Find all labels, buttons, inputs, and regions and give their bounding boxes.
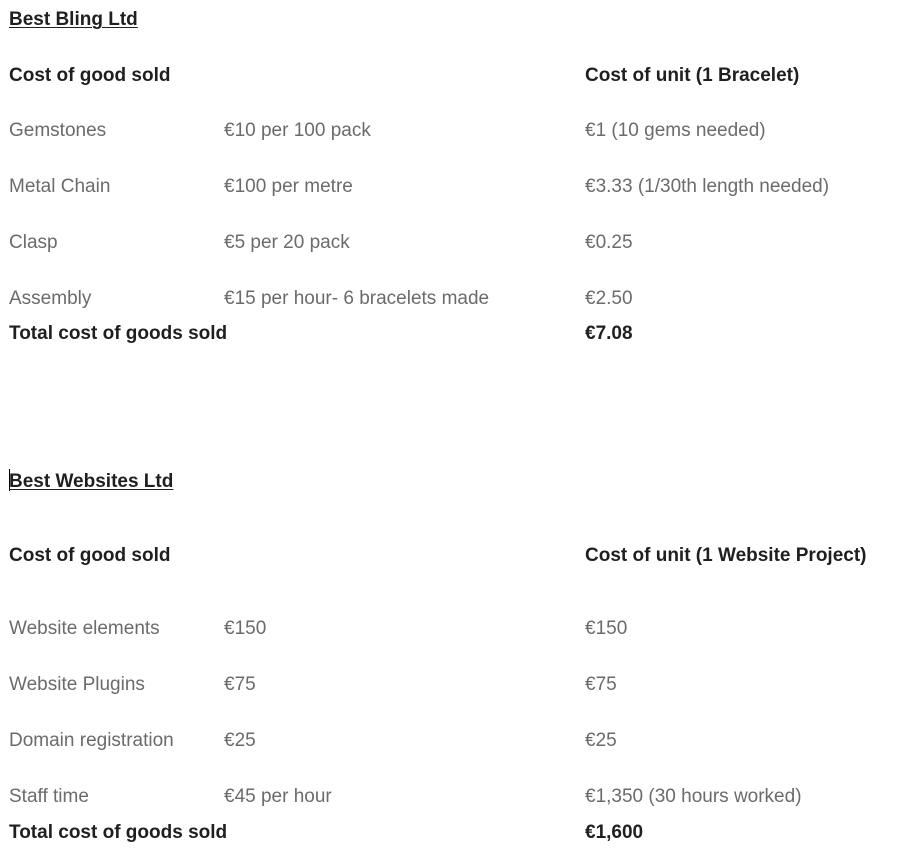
- total-value: €7.08: [585, 323, 633, 344]
- item-unit-cost: €25: [585, 730, 617, 751]
- item-unit-cost: €2.50: [585, 288, 633, 309]
- item-name: Domain registration: [9, 730, 174, 751]
- item-name: Clasp: [9, 232, 58, 253]
- item-unit-cost: €0.25: [585, 232, 633, 253]
- column-header-unit-cost: Cost of unit (1 Website Project): [585, 545, 867, 566]
- item-price: €25: [224, 730, 256, 751]
- item-unit-cost: €1,350 (30 hours worked): [585, 786, 802, 807]
- item-unit-cost: €150: [585, 618, 628, 639]
- item-unit-cost: €3.33 (1/30th length needed): [585, 176, 830, 197]
- column-header-unit-cost: Cost of unit (1 Bracelet): [585, 65, 800, 86]
- item-name: Metal Chain: [9, 176, 111, 197]
- total-value: €1,600: [585, 822, 644, 843]
- item-name: Gemstones: [9, 120, 107, 141]
- item-price: €75: [224, 674, 256, 695]
- item-unit-cost: €1 (10 gems needed): [585, 120, 766, 141]
- company-title: Best Bling Ltd: [9, 9, 138, 30]
- item-price: €100 per metre: [224, 176, 353, 197]
- company-title: Best Websites Ltd: [9, 471, 174, 492]
- item-name: Website elements: [9, 618, 160, 639]
- item-price: €150: [224, 618, 267, 639]
- item-price: €10 per 100 pack: [224, 120, 371, 141]
- item-unit-cost: €75: [585, 674, 617, 695]
- column-header-cost-of-goods: Cost of good sold: [9, 65, 171, 86]
- item-price: €15 per hour- 6 bracelets made: [224, 288, 490, 309]
- item-name: Website Plugins: [9, 674, 145, 695]
- total-label: Total cost of goods sold: [9, 822, 228, 843]
- item-price: €5 per 20 pack: [224, 232, 350, 253]
- item-name: Staff time: [9, 786, 89, 807]
- item-price: €45 per hour: [224, 786, 332, 807]
- item-name: Assembly: [9, 288, 92, 309]
- column-header-cost-of-goods: Cost of good sold: [9, 545, 171, 566]
- total-label: Total cost of goods sold: [9, 323, 228, 344]
